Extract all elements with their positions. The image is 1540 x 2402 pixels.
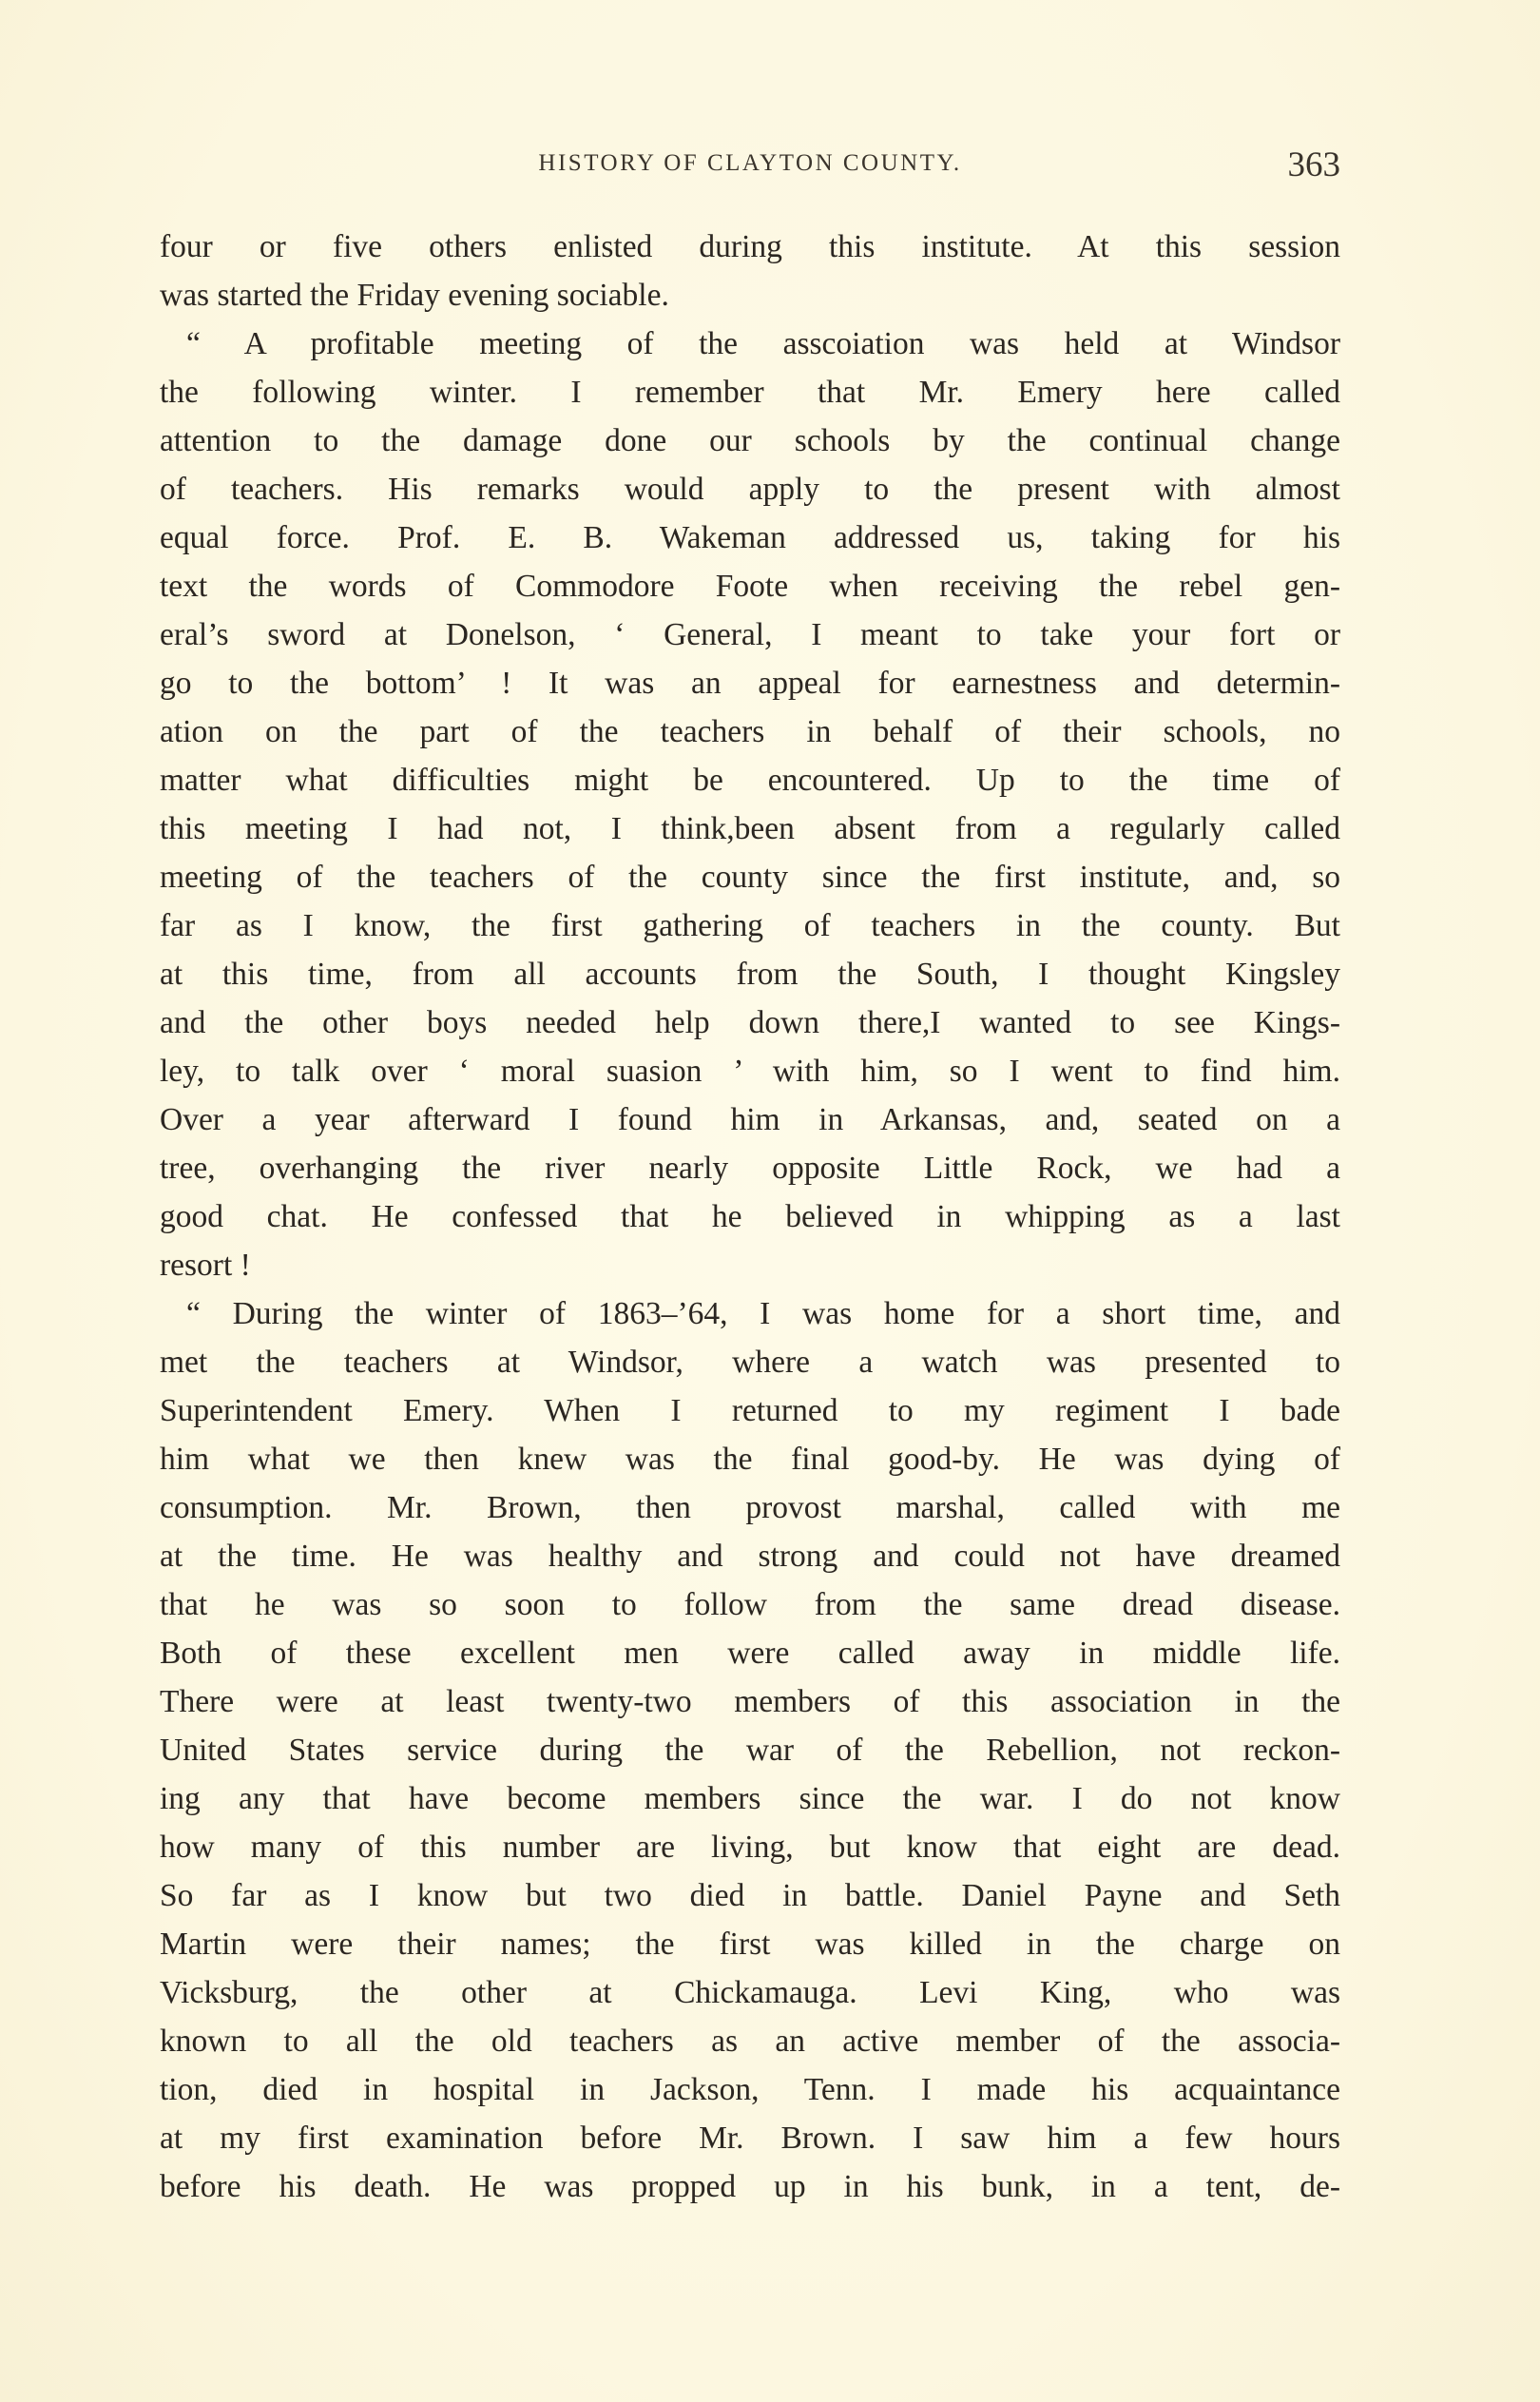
text-line: attention to the damage done our schools by the continual change [160, 423, 1340, 458]
text-line: Martin were their names; the first was killed in the charge on [160, 1927, 1340, 1962]
text-line: Superintendent Emery. When I returned to my regiment I bade [160, 1393, 1340, 1428]
text-line: him what we then knew was the final good-by. He was dying of [160, 1442, 1340, 1477]
text-line: that he was so soon to follow from the same dread disease. [160, 1587, 1340, 1622]
text-line: United States service during the war of the Rebellion, not reckon- [160, 1733, 1340, 1768]
text-line: ing any that have become members since the war. I do not know [160, 1781, 1340, 1816]
page-number: 363 [1287, 145, 1340, 184]
text-line: ley, to talk over ‘ moral suasion ’ with him, so I went to find him. [160, 1054, 1340, 1089]
text-line: matter what difficulties might be encountered. Up to the time of [160, 763, 1340, 798]
text-line: and the other boys needed help down there,I wanted to see Kings- [160, 1005, 1340, 1040]
text-line: meeting of the teachers of the county since the first institute, and, so [160, 860, 1340, 895]
text-line: at the time. He was healthy and strong and could not have dreamed [160, 1539, 1340, 1574]
text-line: resort ! [160, 1248, 251, 1283]
text-line: at this time, from all accounts from the South, I thought Kingsley [160, 957, 1340, 992]
text-line: known to all the old teachers as an active member of the associa- [160, 2024, 1340, 2059]
running-title: HISTORY OF CLAYTON COUNTY. [538, 150, 962, 176]
text-line: “ During the winter of 1863–’64, I was home for a short time, and [186, 1296, 1340, 1331]
text-line: four or five others enlisted during this institute. At this session [160, 229, 1340, 264]
text-line: equal force. Prof. E. B. Wakeman addressed us, taking for his [160, 520, 1340, 555]
text-line: Vicksburg, the other at Chickamauga. Levi King, who was [160, 1975, 1340, 2010]
text-line: met the teachers at Windsor, where a watch was presented to [160, 1345, 1340, 1380]
text-line: Over a year afterward I found him in Arkansas, and, seated on a [160, 1102, 1340, 1137]
running-head [160, 145, 1340, 186]
text-line: before his death. He was propped up in his bunk, in a tent, de- [160, 2169, 1340, 2204]
text-line: So far as I know but two died in battle. Daniel Payne and Seth [160, 1878, 1340, 1913]
text-line: how many of this number are living, but know that eight are dead. [160, 1830, 1340, 1865]
text-line: consumption. Mr. Brown, then provost marshal, called with me [160, 1490, 1340, 1525]
text-line: good chat. He confessed that he believed in whipping as a last [160, 1199, 1340, 1234]
text-line: ation on the part of the teachers in behalf of their schools, no [160, 714, 1340, 749]
text-line: text the words of Commodore Foote when receiving the rebel gen- [160, 569, 1340, 604]
text-line: “ A profitable meeting of the asscoiation was held at Windsor [186, 326, 1340, 361]
text-line: There were at least twenty-two members of this association in the [160, 1684, 1340, 1719]
text-line: go to the bottom’ ! It was an appeal for earnestness and determin- [160, 666, 1340, 701]
text-line: was started the Friday evening sociable. [160, 278, 669, 313]
text-line: of teachers. His remarks would apply to the present with almost [160, 472, 1340, 507]
text-line: tree, overhanging the river nearly opposite Little Rock, we had a [160, 1151, 1340, 1186]
text-line: this meeting I had not, I think,been absent from a regularly called [160, 811, 1340, 846]
text-line: Both of these excellent men were called away in middle life. [160, 1636, 1340, 1671]
text-line: far as I know, the first gathering of teachers in the county. But [160, 908, 1340, 943]
text-line: the following winter. I remember that Mr. Emery here called [160, 375, 1340, 410]
text-line: tion, died in hospital in Jackson, Tenn. I made his acquaintance [160, 2072, 1340, 2107]
text-line: at my first examination before Mr. Brown. I saw him a few hours [160, 2121, 1340, 2156]
text-line: eral’s sword at Donelson, ‘ General, I meant to take your fort or [160, 617, 1340, 652]
body-text [160, 223, 1340, 2211]
